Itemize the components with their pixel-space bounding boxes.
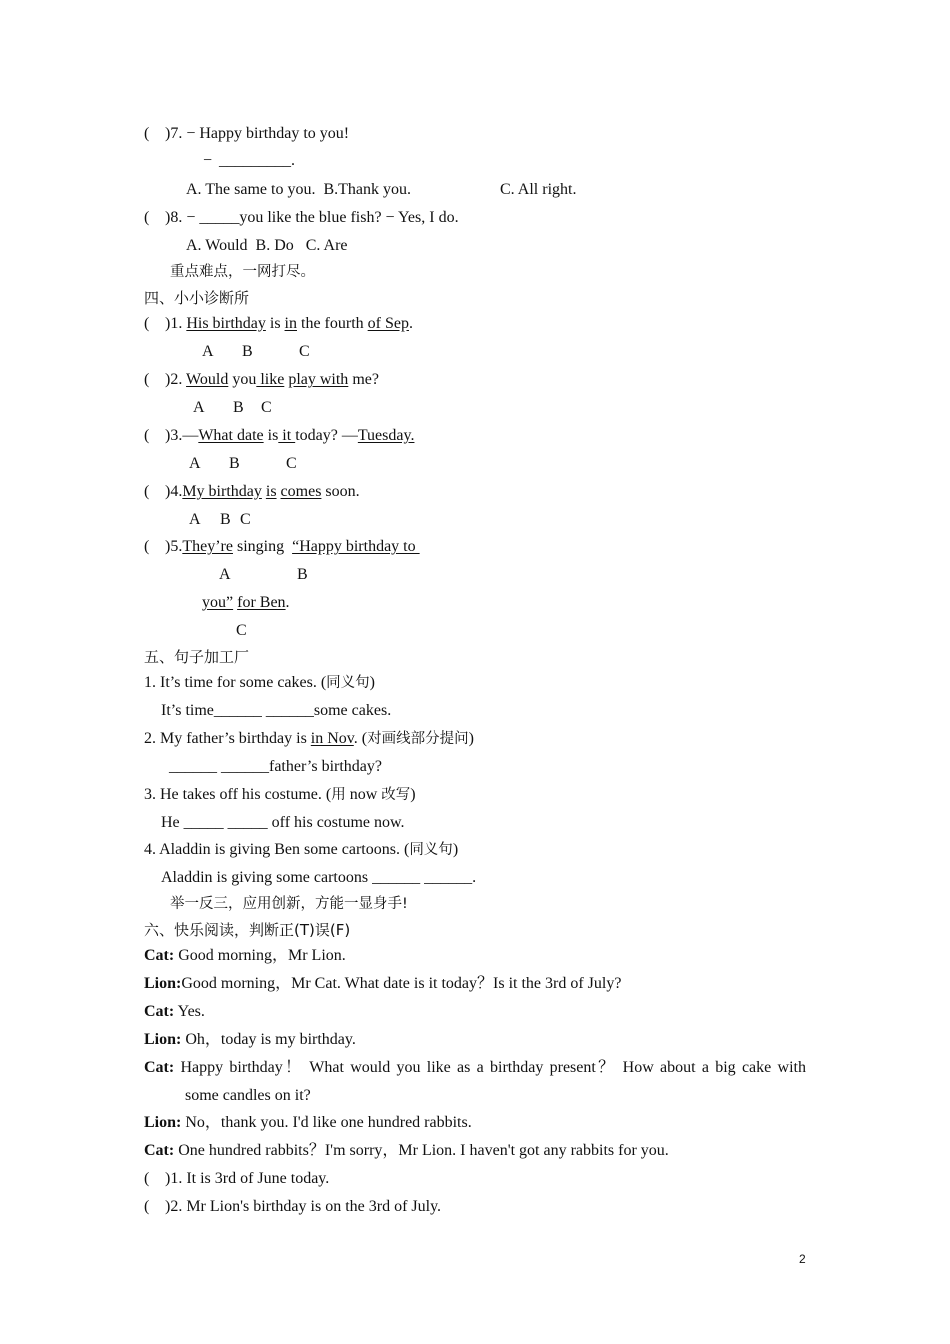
section-title: 五、句子加工厂 [144, 648, 250, 666]
rewrite-4-answer: Aladdin is giving some cartoons ______ ______. [161, 869, 477, 886]
rewrite-3-answer: He _____ _____ off his costume now. [161, 814, 405, 831]
dialogue-line: Cat: Yes. [144, 1003, 205, 1020]
options: A. Would B. Do C. Are [186, 237, 348, 254]
dialogue-line: Lion: No，thank you. I'd like one hundred rabbits. [144, 1114, 472, 1131]
label-a: A [219, 566, 231, 583]
diagnosis-item-2: )2. Would you like play with me? [165, 371, 379, 388]
dialogue-line: Lion: Oh，today is my birthday. [144, 1031, 356, 1048]
label-b: B [297, 566, 308, 583]
motto: 举一反三，应用创新，方能一显身手! [170, 896, 408, 912]
paren: ( [144, 483, 150, 500]
diagnosis-item-5-continued: you” for Ben. [202, 594, 290, 611]
label-c: C [240, 511, 251, 528]
section-title: 四、小小诊断所 [144, 289, 250, 307]
true-false-item: )1. It is 3rd of June today. [165, 1170, 330, 1187]
label-b: B [233, 399, 244, 416]
question-8: )8. − _____you like the blue fish? − Yes, I do. [165, 209, 459, 226]
dialogue-line: Cat: Happy birthday！ What would you like as a birthday present？ How about a big cake with [144, 1059, 806, 1076]
label-a: A [202, 343, 214, 360]
label-c: C [286, 455, 297, 472]
true-false-item: )2. Mr Lion's birthday is on the 3rd of July. [165, 1198, 442, 1215]
label-c: C [236, 622, 247, 639]
rewrite-1: 1. It’s time for some cakes. (同义句) [144, 674, 375, 691]
rewrite-2: 2. My father’s birthday is in Nov. (对画线部分提问) [144, 730, 474, 747]
answer-blank: _________. [219, 152, 295, 169]
paren: ( [144, 538, 150, 555]
dialogue-line: Lion:Good morning，Mr Cat. What date is it today？Is it the 3rd of July? [144, 975, 622, 992]
label-b: B [229, 455, 240, 472]
answer-dash: − [203, 152, 213, 169]
label-b: B [242, 343, 253, 360]
label-a: A [189, 455, 201, 472]
rewrite-4: 4. Aladdin is giving Ben some cartoons. (同义句) [144, 841, 459, 858]
paren: ( [144, 1198, 150, 1215]
rewrite-2-answer: ______ ______father’s birthday? [169, 758, 382, 775]
dialogue-line: Cat: Good morning，Mr Lion. [144, 947, 346, 964]
diagnosis-item-3: )3.—What date is it today? —Tuesday. [165, 427, 415, 444]
dialogue-line: Cat: One hundred rabbits？I'm sorry，Mr Lion. I haven't got any rabbits for you. [144, 1142, 669, 1159]
dialogue-line-continued: some candles on it? [185, 1087, 311, 1104]
options-ab: A. The same to you. B.Thank you. [186, 181, 412, 198]
diagnosis-item-5: )5.They’re singing “Happy birthday to [165, 538, 420, 555]
paren: ( [144, 209, 150, 226]
page-number: 2 [799, 1252, 806, 1266]
motto: 重点难点，一网打尽。 [170, 264, 315, 280]
label-c: C [299, 343, 310, 360]
paren: ( [144, 1170, 150, 1187]
option-c: C. All right. [500, 181, 577, 198]
paren: ( [144, 125, 150, 142]
paren: ( [144, 315, 150, 332]
section-title: 六、快乐阅读，判断正(T)误(F) [144, 921, 351, 939]
label-c: C [261, 399, 272, 416]
label-a: A [189, 511, 201, 528]
paren: ( [144, 371, 150, 388]
rewrite-1-answer: It’s time______ ______some cakes. [161, 702, 392, 719]
diagnosis-item-1: )1. His birthday is in the fourth of Sep. [165, 315, 413, 332]
label-b: B [220, 511, 231, 528]
paren: ( [144, 427, 150, 444]
diagnosis-item-4: )4.My birthday is comes soon. [165, 483, 360, 500]
question-7: )7. − Happy birthday to you! [165, 125, 350, 142]
rewrite-3: 3. He takes off his costume. (用 now 改写) [144, 786, 416, 803]
label-a: A [193, 399, 205, 416]
